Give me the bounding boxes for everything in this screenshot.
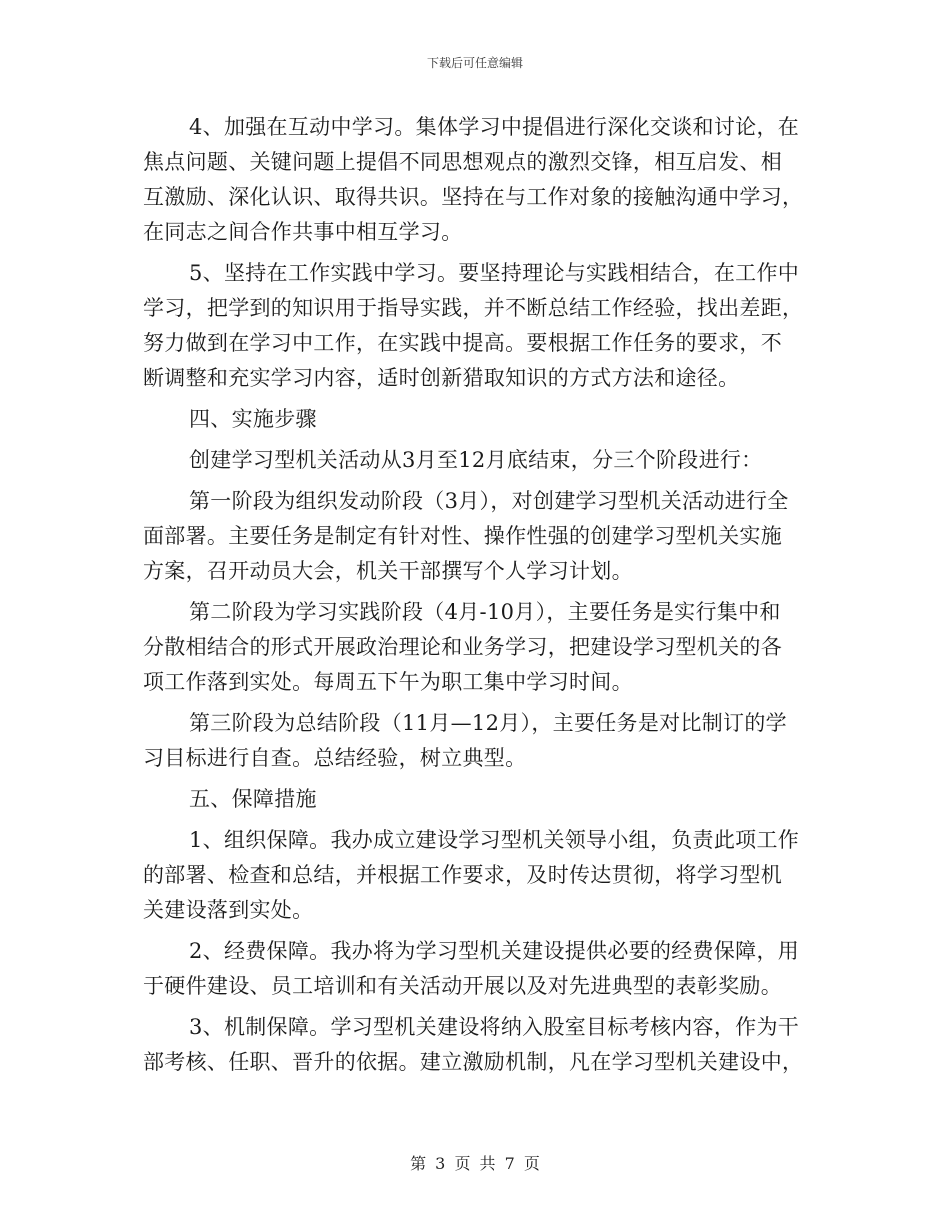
text-line: 五、保障措施 bbox=[189, 787, 317, 811]
text-line: 焦点问题、关键问题上提倡不同思想观点的激烈交锋，相互启发、相 bbox=[143, 150, 782, 174]
text-line: 四、实施步骤 bbox=[189, 407, 317, 431]
text-line: 2、经费保障。我办将为学习型机关建设提供必要的经费保障，用 bbox=[189, 939, 800, 963]
text-line: 面部署。主要任务是制定有针对性、操作性强的创建学习型机关实施 bbox=[143, 524, 782, 548]
text-line: 部考核、任职、晋升的依据。建立激励机制，凡在学习型机关建设中， bbox=[143, 1050, 804, 1074]
text-line: 互激励、深化认识、取得共识。坚持在与工作对象的接触沟通中学习， bbox=[143, 185, 804, 209]
text-line: 1、组织保障。我办成立建设学习型机关领导小组，负责此项工作 bbox=[189, 828, 800, 852]
text-line: 项工作落到实处。每周五下午为职工集中学习时间。 bbox=[143, 670, 633, 694]
text-line: 在同志之间合作共事中相互学习。 bbox=[143, 220, 463, 244]
text-line: 努力做到在学习中工作，在实践中提高。要根据工作任务的要求，不 bbox=[143, 331, 782, 355]
text-line: 3、机制保障。学习型机关建设将纳入股室目标考核内容，作为干 bbox=[189, 1015, 800, 1039]
text-line: 于硬件建设、员工培训和有关活动开展以及对先进典型的表彰奖励。 bbox=[143, 974, 782, 998]
text-line: 5、坚持在工作实践中学习。要坚持理论与实践相结合，在工作中 bbox=[189, 261, 800, 285]
text-line: 学习，把学到的知识用于指导实践，并不断总结工作经验，找出差距， bbox=[143, 296, 804, 320]
text-line: 分散相结合的形式开展政治理论和业务学习，把建设学习型机关的各 bbox=[143, 635, 782, 659]
document-body bbox=[143, 110, 813, 1080]
text-line: 断调整和充实学习内容，适时创新猎取知识的方式方法和途径。 bbox=[143, 366, 740, 390]
page-header: 下载后可任意编辑 bbox=[426, 56, 523, 70]
text-line: 第三阶段为总结阶段（11月—12月），主要任务是对比制订的学 bbox=[189, 711, 787, 735]
text-line: 创建学习型机关活动从3月至12月底结束，分三个阶段进行： bbox=[189, 448, 763, 472]
text-line: 关建设落到实处。 bbox=[143, 898, 314, 922]
text-line: 的部署、检查和总结，并根据工作要求，及时传达贯彻，将学习型机 bbox=[143, 863, 782, 887]
text-line: 第一阶段为组织发动阶段（3月），对创建学习型机关活动进行全 bbox=[189, 489, 789, 513]
text-line: 习目标进行自查。总结经验，树立典型。 bbox=[143, 746, 527, 770]
text-line: 第二阶段为学习实践阶段（4月-10月），主要任务是实行集中和 bbox=[189, 600, 781, 624]
text-line: 4、加强在互动中学习。集体学习中提倡进行深化交谈和讨论，在 bbox=[189, 115, 800, 139]
text-line: 方案，召开动员大会，机关干部撰写个人学习计划。 bbox=[143, 559, 633, 583]
page-footer: 第 3 页 共 7 页 bbox=[410, 1154, 540, 1173]
